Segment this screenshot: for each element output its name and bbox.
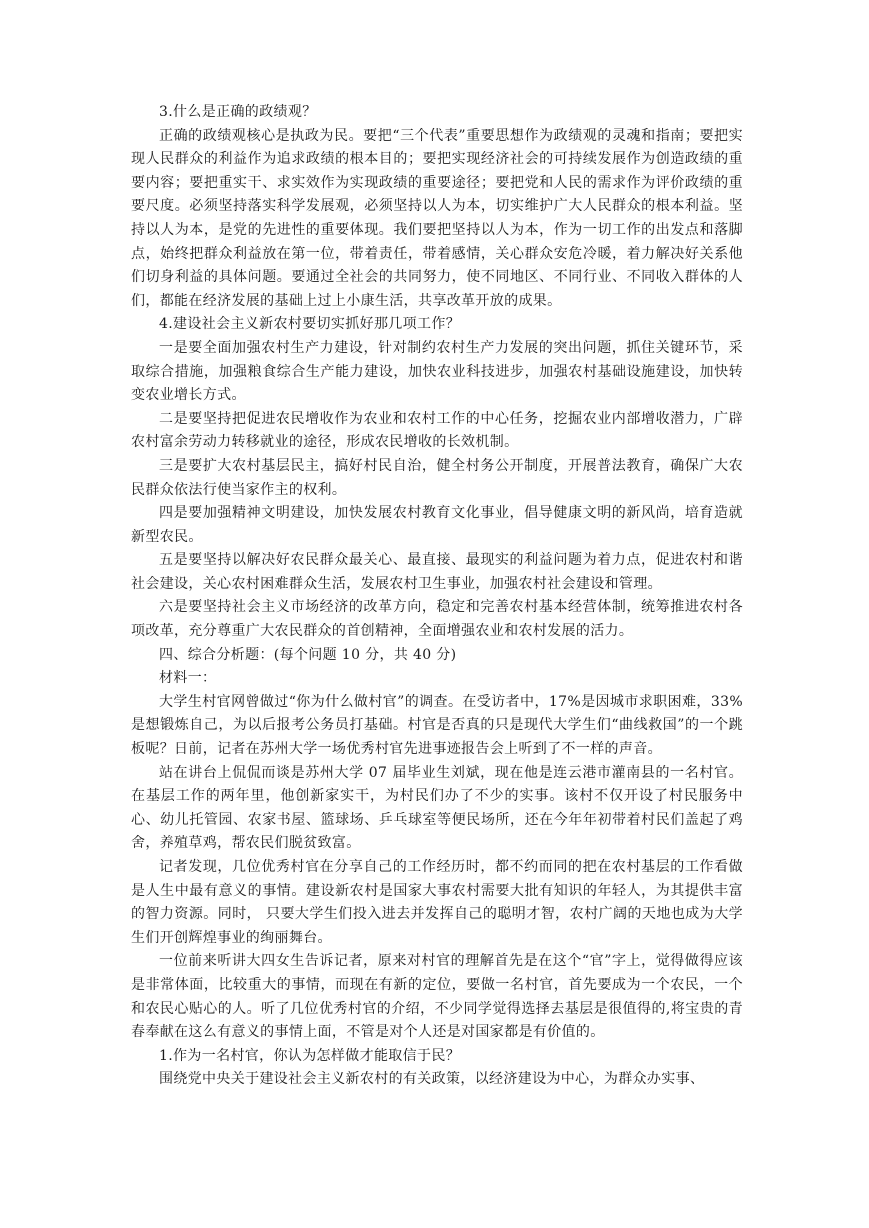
- answer-point-1: 一是要全面加强农村生产力建设，针对制约农村生产力发展的突出问题，抓住关键环节，采取综合措施，加强粮食综合生产能力建设，加快农业科技进步，加强农村基础设施建设，加快转变农业增长方式。: [131, 339, 743, 404]
- material-paragraph-1: 大学生村官网曾做过“你为什么做村官”的调查。在受访者中，17%是因城市求职困难，33%是想锻炼自己，为以后报考公务员打基础。村官是否真的只是现代大学生们“曲线救国”的一个跳板呢？日前，记者在苏州大学一场优秀村官先进事迹报告会上听到了不一样的声音。: [131, 693, 743, 758]
- answer-point-3: 三是要扩大农村基层民主，搞好村民自治，健全村务公开制度，开展普法教育，确保广大农民群众依法行使当家作主的权利。: [131, 457, 743, 498]
- document-page: [131, 101, 743, 1092]
- material-paragraph-4: 一位前来听讲大四女生告诉记者，原来对村官的理解首先是在这个“官”字上，觉得做得应该是非常体面，比较重大的事情，而现在有新的定位，要做一名村官，首先要成为一个农民，一个和农民心贴心的人。听了几位优秀村官的介绍，不少同学觉得选择去基层是很值得的,将宝贵的青春奉献在这么有意义的事情上面，不管是对个人还是对国家都是有价值的。: [131, 953, 743, 1041]
- analysis-question-1: 1.作为一名村官，你认为怎样做才能取信于民？: [159, 1047, 461, 1064]
- answer-point-4: 四是要加强精神文明建设，加快发展农村教育文化事业，倡导健康文明的新风尚，培育造就新型农民。: [131, 505, 743, 545]
- question-3-heading: 3.什么是正确的政绩观？: [159, 104, 317, 120]
- material-1-label: 材料一：: [159, 670, 217, 687]
- material-paragraph-3: 记者发现，几位优秀村官在分享自己的工作经历时，都不约而同的把在农村基层的工作看做是人生中最有意义的事情。建设新农村是国家大事农村需要大批有知识的年轻人，为其提供丰富的智力资源。同时， 只要大学生们投入进去并发挥自己的聪明才智，农村广阔的天地也成为大学生们开创辉煌事业的绚丽舞台。: [131, 859, 743, 946]
- question-4-heading: 4.建设社会主义新农村要切实抓好那几项工作？: [159, 316, 461, 333]
- section-4-heading: 四、综合分析题：(每个问题 10 分，共 40 分): [159, 646, 457, 663]
- analysis-answer-1: 围绕党中央关于建设社会主义新农村的有关政策，以经济建设为中心，为群众办实事、: [159, 1071, 705, 1088]
- material-paragraph-2: 站在讲台上侃侃而谈是苏州大学 07 届毕业生刘斌，现在他是连云港市灌南县的一名村官。在基层工作的两年里，他创新家实干，为村民们办了不少的实事。该村不仅开设了村民服务中心、幼儿托管园、农家书屋、篮球场、乒乓球室等便民场所，还在今年年初带着村民们盖起了鸡舍，养殖草鸡，帮农民们脱贫致富。: [131, 764, 743, 852]
- question-3-answer: 正确的政绩观核心是执政为民。要把“三个代表”重要思想作为政绩观的灵魂和指南；要把实现人民群众的利益作为追求政绩的根本目的；要把实现经济社会的可持续发展作为创造政绩的重要内容；要把重实干、求实效作为实现政绩的重要途径；要把党和人民的需求作为评价政绩的重要尺度。必须坚持落实科学发展观，必须坚持以人为本，切实维护广大人民群众的根本利益。坚持以人为本，是党的先进性的重要体现。我们要把坚持以人为本，作为一切工作的出发点和落脚点，始终把群众利益放在第一位，带着责任，带着感情，关心群众安危冷暖，着力解决好关系他们切身利益的具体问题。要通过全社会的共同努力，使不同地区、不同行业、不同收入群体的人们，都能在经济发展的基础上过上小康生活，共享改革开放的成果。: [131, 127, 743, 309]
- answer-point-2: 二是要坚持把促进农民增收作为农业和农村工作的中心任务，挖掘农业内部增收潜力，广辟农村富余劳动力转移就业的途径，形成农民增收的长效机制。: [131, 410, 743, 451]
- answer-point-5: 五是要坚持以解决好农民群众最关心、最直接、最现实的利益问题为着力点，促进农村和谐社会建设，关心农村困难群众生活，发展农村卫生事业，加强农村社会建设和管理。: [131, 552, 743, 592]
- answer-point-6: 六是要坚持社会主义市场经济的改革方向，稳定和完善农村基本经营体制，统筹推进农村各项改革，充分尊重广大农民群众的首创精神，全面增强农业和农村发展的活力。: [131, 599, 743, 640]
